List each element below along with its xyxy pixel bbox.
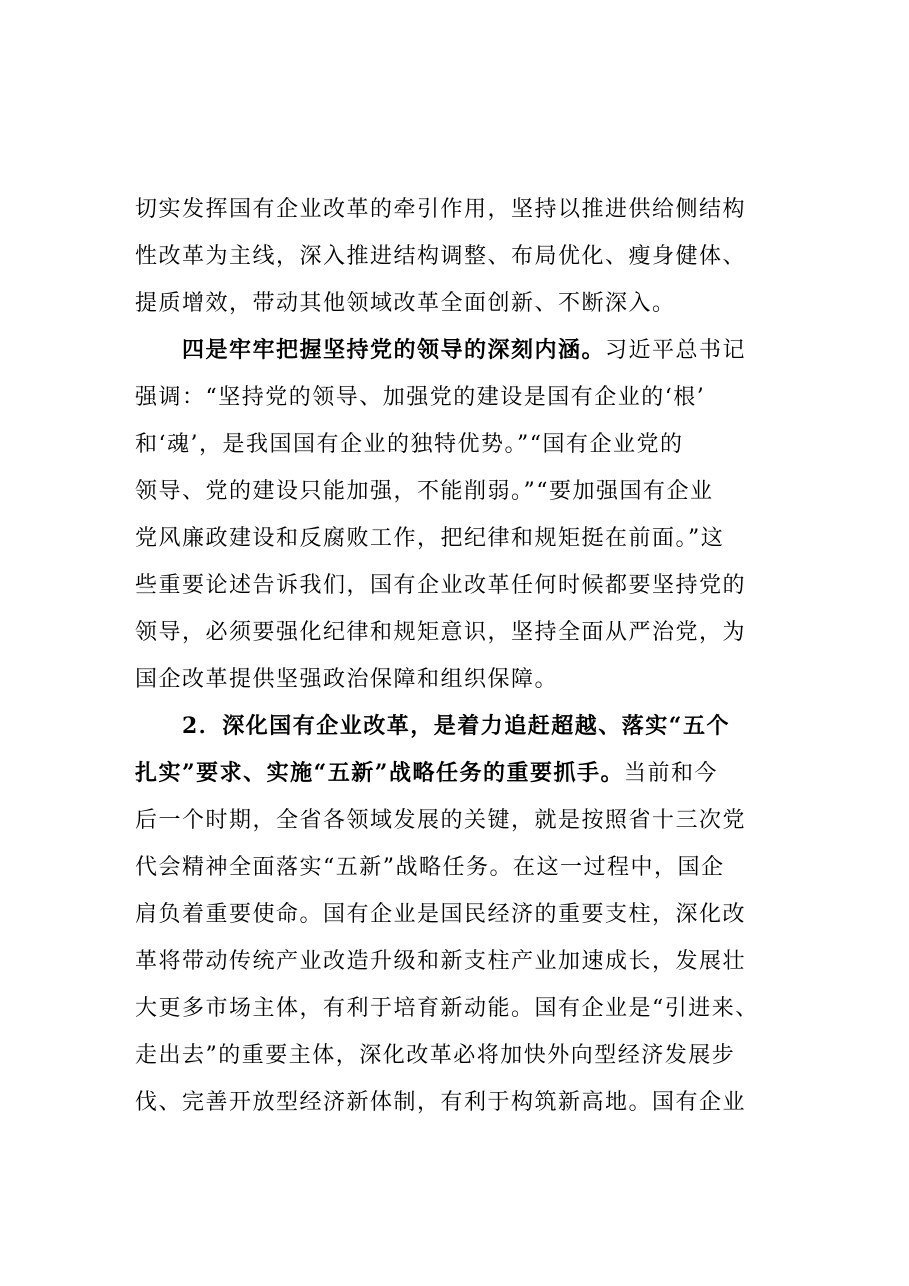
text-line: 领导、党的建设只能加强，不能削弱。”“要加强国有企业 bbox=[135, 479, 714, 504]
text-line bbox=[135, 750, 780, 797]
text-line: 国企改革提供坚强政治保障和组织保障。 bbox=[135, 667, 559, 692]
text-line bbox=[135, 327, 780, 374]
text-line: 大更多市场主体，有利于培育新动能。国有企业是“引进来、 bbox=[135, 996, 759, 1021]
text-line: 和‘魂’，是我国国有企业的独特优势。”“国有企业党的 bbox=[135, 432, 684, 457]
text-line: 提质增效，带动其他领域改革全面创新、不断深入。 bbox=[135, 291, 676, 316]
text-line: 强调：“坚持党的领导、加强党的建设是国有企业的‘根’ bbox=[135, 385, 706, 410]
paragraph-3 bbox=[135, 703, 780, 1126]
text-line: 肩负着重要使命。国有企业是国民经济的重要支柱，深化改 bbox=[135, 902, 747, 927]
text-line: 伐、完善开放型经济新体制，有利于构筑新高地。国有企业 bbox=[135, 1090, 747, 1115]
document-body bbox=[135, 186, 780, 1126]
section-heading: 扎实”要求、实施“五新”战略任务的重要抓手。 bbox=[135, 760, 624, 786]
paragraph-2 bbox=[135, 327, 780, 703]
text-segment: 习近平总书记 bbox=[605, 338, 747, 363]
section-heading: 四是牢牢把握坚持党的领导的深刻内涵。 bbox=[182, 337, 606, 363]
text-line: 走出去”的重要主体，深化改革必将加快外向型经济发展步 bbox=[135, 1043, 736, 1068]
text-line: 党风廉政建设和反腐败工作，把纪律和规矩挺在前面。”这 bbox=[135, 526, 725, 551]
section-heading-line: 2．深化国有企业改革，是着力追赶超越、落实“五个 bbox=[182, 713, 730, 739]
paragraph-1 bbox=[135, 186, 780, 327]
text-line: 性改革为主线，深入推进结构调整、布局优化、瘦身健体、 bbox=[135, 244, 747, 269]
text-line: 代会精神全面落实“五新”战略任务。在这一过程中，国企 bbox=[135, 855, 725, 880]
text-segment: 当前和今 bbox=[623, 761, 718, 786]
text-line: 些重要论述告诉我们，国有企业改革任何时候都要坚持党的 bbox=[135, 573, 747, 598]
text-line: 后一个时期，全省各领域发展的关键，就是按照省十三次党 bbox=[135, 808, 747, 833]
text-line: 切实发挥国有企业改革的牵引作用，坚持以推进供给侧结构 bbox=[135, 197, 747, 222]
text-line: 革将带动传统产业改造升级和新支柱产业加速成长，发展壮 bbox=[135, 949, 747, 974]
text-line: 领导，必须要强化纪律和规矩意识，坚持全面从严治党，为 bbox=[135, 620, 747, 645]
